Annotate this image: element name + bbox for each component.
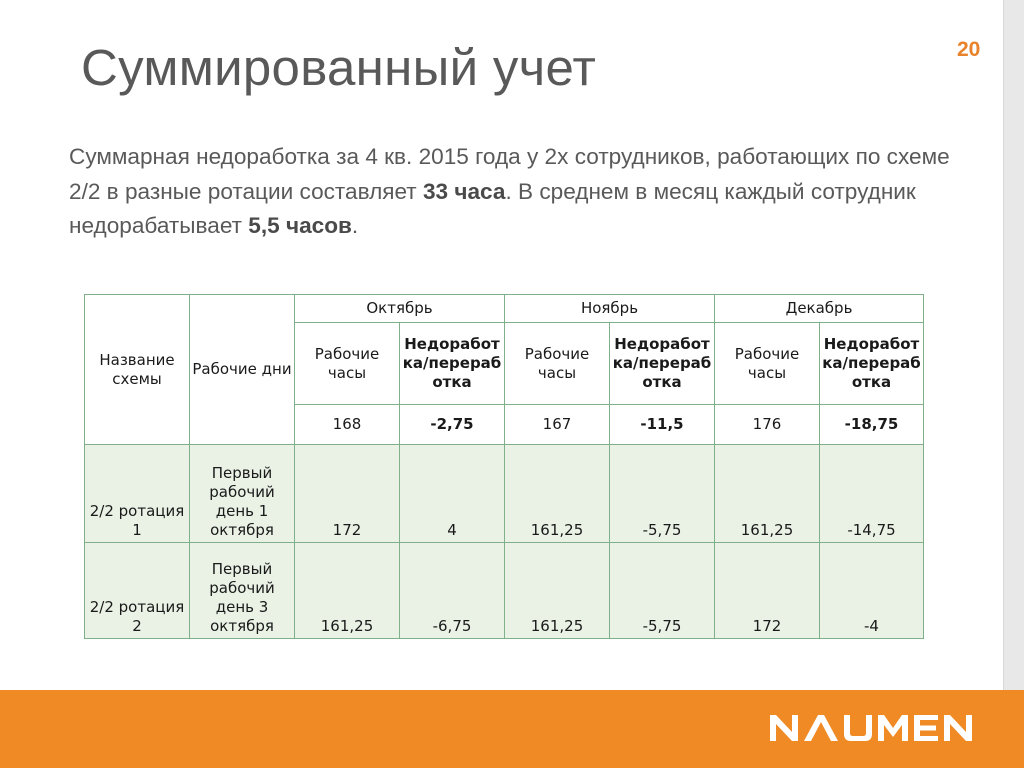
norm-balance-november: -11,5 (610, 405, 715, 445)
value-cell: -4 (820, 543, 924, 639)
value-cell: 161,25 (715, 445, 820, 543)
intro-monthly-hours: 5,5 часов (248, 213, 352, 238)
value-cell: 161,25 (505, 445, 610, 543)
scheme-name-cell: 2/2 ротация 1 (85, 445, 190, 543)
hours-table (84, 294, 924, 639)
first-day-cell: Первый рабочий день 1 октября (190, 445, 295, 543)
header-working-days: Рабочие дни (190, 295, 295, 445)
intro-text-3: . (351, 213, 359, 238)
norm-balance-december: -18,75 (820, 405, 924, 445)
table-row (85, 445, 924, 543)
norm-hours-december: 176 (715, 405, 820, 445)
norm-hours-october: 168 (295, 405, 400, 445)
intro-paragraph (69, 140, 974, 244)
scheme-name-cell: 2/2 ротация 2 (85, 543, 190, 639)
first-day-cell: Первый рабочий день 3 октября (190, 543, 295, 639)
naumen-logo (766, 712, 986, 742)
header-balance: Недоработка/переработка (610, 323, 715, 405)
table-row (85, 543, 924, 639)
value-cell: 161,25 (505, 543, 610, 639)
norm-hours-november: 167 (505, 405, 610, 445)
value-cell: -14,75 (820, 445, 924, 543)
header-month-december: Декабрь (715, 295, 924, 323)
header-scheme-name: Название схемы (85, 295, 190, 445)
value-cell: 172 (715, 543, 820, 639)
value-cell: 161,25 (295, 543, 400, 639)
value-cell: -6,75 (400, 543, 505, 639)
header-working-hours: Рабочие часы (295, 323, 400, 405)
right-edge-bar (1003, 0, 1024, 690)
header-month-november: Ноябрь (505, 295, 715, 323)
value-cell: 4 (400, 445, 505, 543)
header-balance: Недоработка/переработка (820, 323, 924, 405)
norm-balance-october: -2,75 (400, 405, 505, 445)
value-cell: -5,75 (610, 543, 715, 639)
intro-total-hours: 33 часа (422, 178, 506, 204)
header-working-hours: Рабочие часы (505, 323, 610, 405)
header-working-hours: Рабочие часы (715, 323, 820, 405)
header-balance: Недоработка/переработка (400, 323, 505, 405)
intro-text-1: Суммарная недоработка за 4 кв. 2015 года у 2х сотрудников, работающих по схеме 2/2 в разные ротации составляет (69, 144, 950, 204)
page-number: 20 (957, 38, 981, 61)
value-cell: 172 (295, 445, 400, 543)
intro-text-2: . В среднем в месяц каждый сотрудник недорабатывает (69, 178, 916, 238)
slide-title: Суммированный учет (81, 39, 597, 96)
value-cell: -5,75 (610, 445, 715, 543)
header-month-october: Октябрь (295, 295, 505, 323)
